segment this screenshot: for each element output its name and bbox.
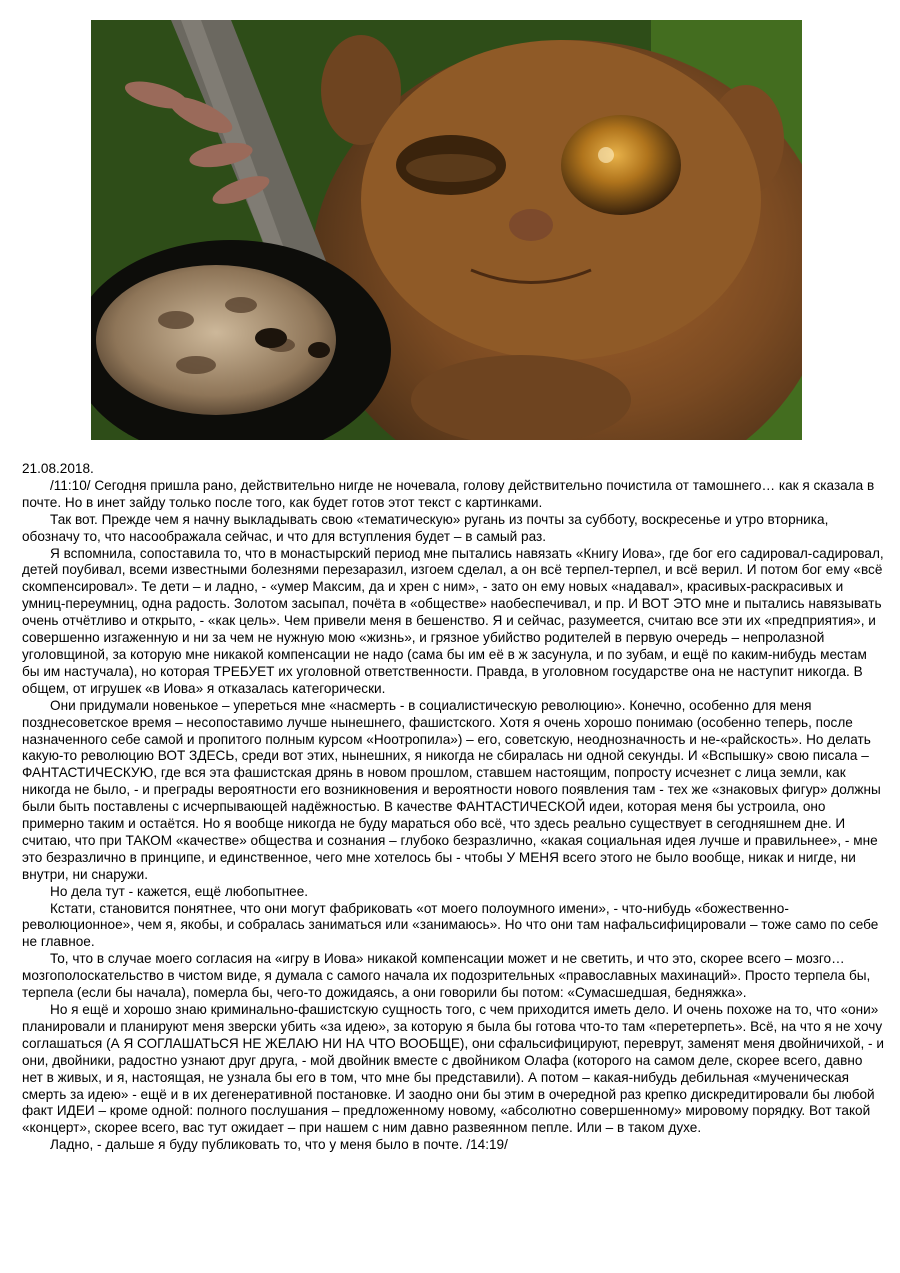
paragraph: Но я ещё и хорошо знаю криминально-фашистскую сущность того, с чем приходится иметь дело. И очень похоже на то, что «они» планировали и планируют меня зверски убить «за идею», за которую я была бы готова что-то там «перетерпеть». Всё, на что я не хочу соглашаться (А Я СОГЛАШАТЬСЯ НЕ ЖЕЛАЮ НИ НА ЧТО ВООБЩЕ), они сфальсифицируют, переврут, заменят меня двойничихой, - и они, двойники, радостно узнают друг друга, - мой двойник вместе с двойником Олафа (которого на самом деле, скорее всего, давно нет в живых, и я, настоящая, не узнала бы его в том, что мне бы представили). А потом – какая-нибудь дебильная «мученическая смерть за идею» - ещё и в их дегенеративной постановке. И заодно они бы этим в очередной раз крепко дискредитировали бы любой факт ИДЕИ – кроме одной: полного послушания – предложенному новому, «абсолютно совершенному» мировому порядку. Вот такой «концерт», скорее всего, вас тут ожидает – при нашем с ним давно развеянном пепле. Или – в таком духе.: [22, 1002, 884, 1136]
paragraph: То, что в случае моего согласия на «игру в Иова» никакой компенсации может и не светить, и что это, скорее всего – мозго… мозгополоскательство в чистом виде, я думала с самого начала их подозрительных «православных махинаций». Просто терпела бы, терпела (если бы начала), померла бы, чего-то дожидаясь, а они говорили бы потом: «Сумасшедшая, бедняжка».: [22, 951, 871, 1001]
paragraph: Ладно, - дальше я буду публиковать то, что у меня было в почте. /14:19/: [50, 1137, 508, 1153]
paragraph: /11:10/ Сегодня пришла рано, действительно нигде не ночевала, голову действительно почистила от тамошнего… как я сказала в почте. Но в инет зайду только после того, как будет готов этот текст с картинками.: [22, 477, 875, 510]
paragraph: Я вспомнила, сопоставила то, что в монастырский период мне пытались навязать «Книгу Иова», где бог его садировал-садировал, детей поубивал, всеми известными болезнями перезаразил, изгоем сделал, а он всё терпел-терпел, и всё верил. И потом бог ему «всё скомпенсировал». Те дети – и ладно, - «умер Максим, да и хрен с ним», - зато он ему новых «надавал», красивых-раскрасивых и умниц-переумниц, одна радость. Золотом засыпал, почёта в «обществе» наобеспечивал, и пр. И ВОТ ЭТО мне и пытались навязывать очень отчётливо и открыто, - «как цель». Чем привели меня в бешенство. Я и сейчас, разумеется, считаю все эти их «предприятия», и совершенно изгаженную и ни за чем не нужную мою «жизнь», и грязное убийство родителей в первую очередь – непролазной уголовщиной, за которую мне никакой компенсации не надо (сама бы им её в ж засунула, и по зубам, и ещё по каким-нибудь местам бы им настучала), но которая ТРЕБУЕТ их уголовной ответственности. Правда, в уголовном государстве она не наступит никогда. В общем, от игрушек «в Иова» я отказалась категорически.: [22, 545, 884, 696]
article-text: [22, 461, 884, 1154]
paragraph: Кстати, становится понятнее, что они могут фабриковать «от моего полоумного имени», - что-нибудь «божественно-революционное», чем я, якобы, и собралась заниматься или «занимаюсь». Но что они там нафальсифицировали – тоже само по себе не главное.: [22, 900, 879, 950]
paragraph: Они придумали новенькое – упереться мне «насмерть - в социалистическую революцию». Конечно, особенно для меня позднесоветское время – несопоставимо лучше нынешнего, фашистского. Хотя я очень хорошо понимаю (особенно теперь, после назначенного себе самой и пропитого полным курсом «Ноотропила») – его, советскую, неоднозначность и не-«райскость». Но делать какую-то революцию ВОТ ЗДЕСЬ, среди вот этих, нынешних, я никогда не сбиралась ни одной секунды. И «Вспышку» свою писала – ФАНТАСТИЧЕСКУЮ, где вся эта фашистская дрянь в новом прошлом, ставшем настоящим, попросту исчезнет с лица земли, как никогда не было, - и преграды вероятности его возникновения и вероятности нового появления там - тех же «знаковых фигур» должны были быть поставлены с исчерпывающей надёжностью. В качестве ФАНТАСТИЧЕСКОЙ идеи, которая меня бы устроила, оно примерно таким и остаётся. Но я вообще никогда не буду мараться обо всё, что здесь реально существует в сегодняшнем дне. И считаю, что при ТАКОМ «качестве» общества и сознания – глубоко безразлично, «какая социальная идея лучше и правильнее», - мне это безразлично в принципе, и единственное, чего мне хотелось бы - чтобы У МЕНЯ всего этого не было вообще, никак и нигде, ни внутри, ни снаружи.: [22, 697, 881, 882]
photo-illustration: [91, 20, 802, 440]
paragraph: Так вот. Прежде чем я начну выкладывать свою «тематическую» ругань из почты за субботу, воскресенье и утро вторника, обозначу то, что насоображала сейчас, и что для вступления будет – в самый раз.: [22, 511, 829, 544]
tarsier-toad-photo: [91, 20, 802, 440]
article-date: 21.08.2018.: [22, 461, 94, 476]
paragraph: Но дела тут - кажется, ещё любопытнее.: [50, 883, 309, 899]
